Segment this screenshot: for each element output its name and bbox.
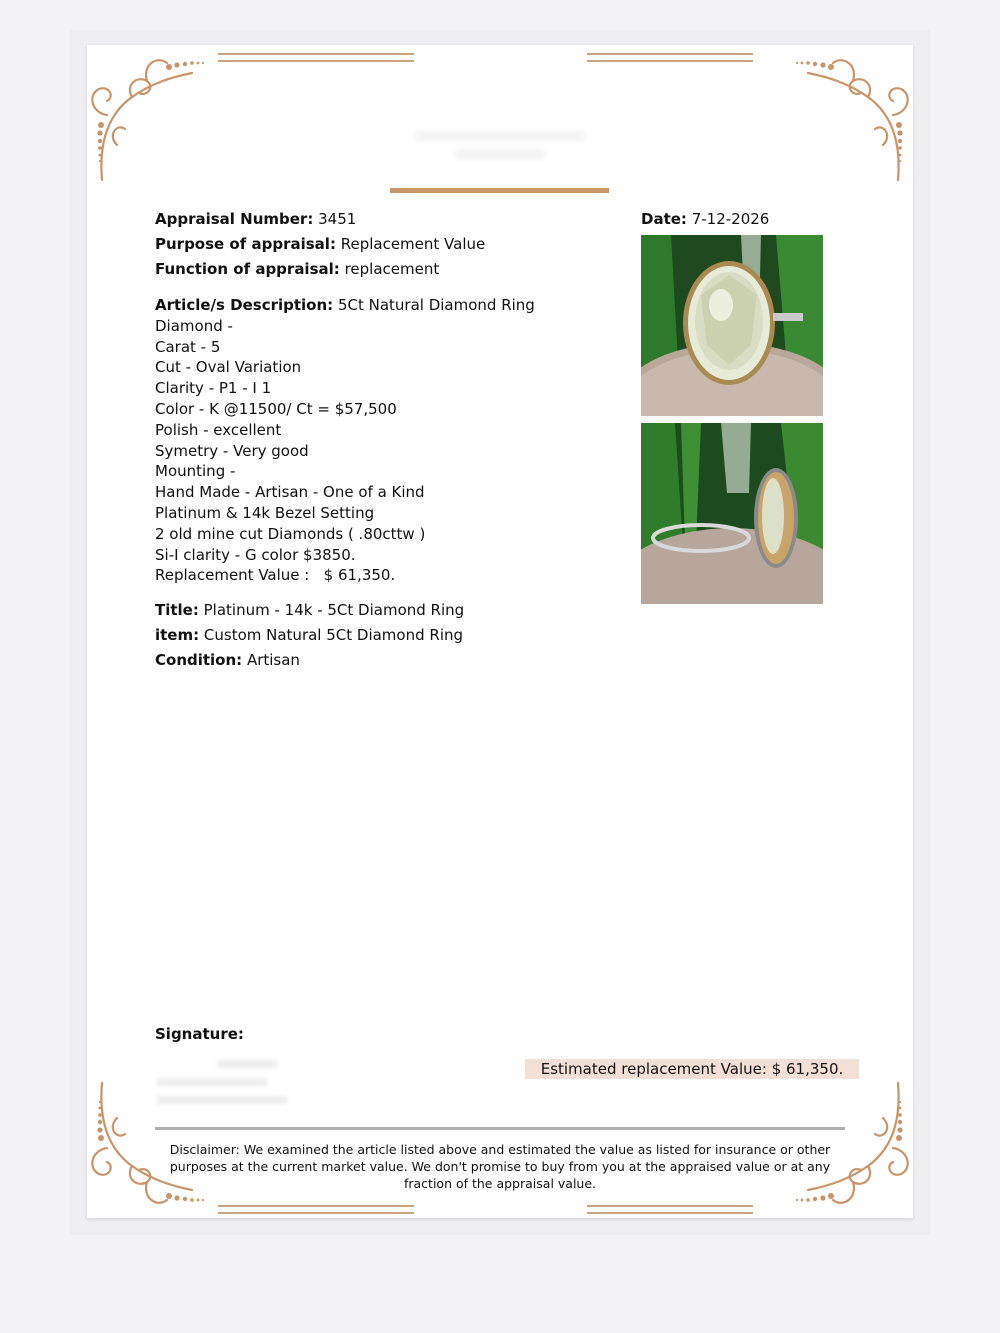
condition-label: Condition:: [155, 651, 243, 670]
item-row: [155, 625, 595, 650]
corner-ornament-top-left: [87, 45, 217, 185]
description-line: Hand Made - Artisan - One of a Kind: [155, 483, 425, 502]
article-description: [155, 295, 595, 586]
description-line: Carat - 5: [155, 337, 221, 356]
disclaimer-divider: [155, 1127, 845, 1130]
title-label: Title:: [155, 601, 199, 620]
bottom-border-rule-left: [218, 1205, 414, 1214]
description-line: Replacement Value : $ 61,350.: [155, 566, 396, 585]
blurred-header: [387, 123, 613, 169]
title-row: [155, 600, 595, 625]
ring-photo-top: [641, 235, 823, 416]
item-label: item:: [155, 626, 200, 645]
estimated-value-box: Estimated replacement Value: $ 61,350.: [525, 1059, 859, 1079]
signature-label: Signature:: [155, 1025, 244, 1043]
top-border-rule-left: [218, 53, 414, 62]
purpose-value: Replacement Value: [340, 235, 486, 253]
appraisal-number-row: [155, 209, 595, 234]
description-heading: [155, 295, 595, 316]
summary-block: [155, 600, 595, 675]
appraisal-document: [87, 45, 913, 1218]
description-line: Mounting -: [155, 462, 236, 481]
description-line: Si-I clarity - G color $3850.: [155, 545, 356, 564]
purpose-row: [155, 234, 595, 259]
description-line: Cut - Oval Variation: [155, 358, 302, 377]
description-line: Color - K @11500/ Ct = $57,500: [155, 399, 397, 418]
item-value: Custom Natural 5Ct Diamond Ring: [203, 626, 464, 645]
function-row: [155, 259, 595, 284]
date-row: [641, 209, 769, 230]
condition-row: [155, 650, 595, 675]
condition-value: Artisan: [246, 651, 300, 670]
description-line: 2 old mine cut Diamonds ( .80cttw ): [155, 524, 426, 543]
description-label: Article/s Description:: [155, 296, 334, 314]
purpose-label: Purpose of appraisal:: [155, 235, 336, 253]
description-line: Diamond -: [155, 316, 233, 335]
blurred-signature: [157, 1050, 297, 1110]
date-label: Date:: [641, 210, 687, 228]
description-line: Polish - excellent: [155, 420, 282, 439]
description-line: Clarity - P1 - I 1: [155, 379, 272, 398]
top-border-rule-right: [587, 53, 753, 62]
appraisal-number-label: Appraisal Number:: [155, 210, 314, 228]
date-value: 7-12-2026: [691, 210, 770, 228]
function-label: Function of appraisal:: [155, 260, 340, 278]
disclaimer-text: Disclaimer: We examined the article listed above and estimated the value as listed for insurance or other purposes at the current market value. We don't promise to buy from you at the appraised value or at any fraction of the appraisal value.: [169, 1142, 831, 1191]
description-line: Platinum & 14k Bezel Setting: [155, 503, 375, 522]
description-value: 5Ct Natural Diamond Ring: [337, 296, 535, 314]
description-line: Symetry - Very good: [155, 441, 309, 460]
ring-photo-side: [641, 423, 823, 604]
title-value: Platinum - 14k - 5Ct Diamond Ring: [203, 601, 465, 620]
appraisal-number-value: 3451: [318, 210, 357, 228]
function-value: replacement: [344, 260, 440, 278]
appraisal-details: [155, 209, 595, 675]
bottom-border-rule-right: [587, 1205, 753, 1214]
corner-ornament-top-right: [783, 45, 913, 185]
header-divider: [390, 188, 609, 193]
